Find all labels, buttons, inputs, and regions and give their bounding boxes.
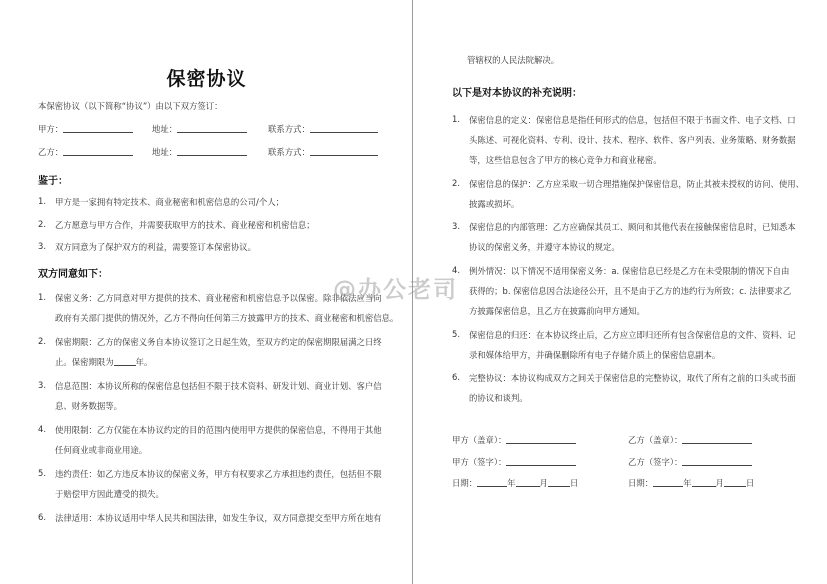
contact-b-blank bbox=[310, 146, 378, 156]
contact-b-field bbox=[268, 146, 378, 158]
clause-line bbox=[55, 352, 382, 372]
day-blank bbox=[724, 477, 746, 487]
item-line: 披露或损坏。 bbox=[469, 199, 520, 209]
continuation-text: 管辖权的人民法院解决。 bbox=[467, 55, 560, 65]
address-b-label: 地址： bbox=[152, 147, 178, 157]
intro-text: 本保密协议（以下简称“协议”）由以下双方签订： bbox=[38, 101, 223, 111]
item-number: 2. bbox=[452, 178, 460, 188]
item-line: 完整协议：本协议构成双方之间关于保密信息的完整协议，取代了所有之前的口头或书面 bbox=[469, 373, 796, 383]
item-line: 录和媒体给甲方，并确保删除所有电子存储介质上的保密信息副本。 bbox=[469, 350, 721, 360]
item-line: 等，这些信息包含了甲方的核心竞争力和商业秘密。 bbox=[469, 155, 662, 165]
party-b-seal-field bbox=[628, 434, 752, 446]
date-b-field bbox=[628, 477, 754, 489]
address-a-field bbox=[152, 123, 247, 135]
month-label: 月 bbox=[539, 478, 548, 488]
party-b-label: 乙方： bbox=[38, 147, 64, 157]
item-line: 保密信息的归还：在本协议终止后，乙方应立即归还所有包含保密信息的文件、资料、记 bbox=[469, 330, 796, 340]
item-line: 协议的保密义务，并遵守本协议的规定。 bbox=[469, 242, 620, 252]
year-label: 年 bbox=[507, 478, 516, 488]
party-b-sign-field bbox=[628, 456, 752, 468]
party-a-seal-label: 甲方（盖章）： bbox=[452, 435, 507, 445]
day-label: 日 bbox=[745, 478, 755, 488]
party-a-blank bbox=[63, 123, 133, 133]
party-b-seal-blank bbox=[682, 434, 752, 444]
whereas-heading: 鉴于： bbox=[38, 176, 68, 187]
address-a-label: 地址： bbox=[152, 124, 178, 134]
document-title: 保密协议 bbox=[166, 68, 247, 90]
contact-a-field bbox=[268, 123, 378, 135]
party-b-blank bbox=[63, 146, 133, 156]
agreement-heading: 双方同意如下： bbox=[38, 269, 108, 280]
item-line: 方披露保密信息，且乙方在披露前向甲方通知。 bbox=[469, 306, 645, 316]
item-number: 2. bbox=[38, 219, 46, 229]
clause-line: 法律适用：本协议适用中华人民共和国法律，如发生争议，双方同意提交至甲方所在地有 bbox=[55, 513, 382, 523]
party-a-sign-label: 甲方（签字）： bbox=[452, 457, 507, 467]
years-blank bbox=[114, 356, 136, 366]
clause-number: 5. bbox=[38, 468, 46, 478]
party-b-sign-blank bbox=[682, 456, 752, 466]
date-label: 日期： bbox=[452, 478, 478, 488]
item-number: 6. bbox=[452, 372, 460, 382]
clause-number: 1. bbox=[38, 292, 46, 302]
clause-number: 3. bbox=[38, 380, 46, 390]
item-number: 3. bbox=[452, 221, 460, 231]
year-blank bbox=[653, 477, 683, 487]
clause-line-part: 止。保密期限为 bbox=[55, 357, 114, 367]
party-b-seal-label: 乙方（盖章）： bbox=[628, 435, 683, 445]
month-blank bbox=[516, 477, 540, 487]
item-number: 1. bbox=[38, 196, 46, 206]
clause-line: 使用限制：乙方仅能在本协议约定的目的范围内使用甲方提供的保密信息，不得用于其他 bbox=[55, 425, 382, 435]
party-a-seal-field bbox=[452, 434, 576, 446]
item-line: 保密信息的保护：乙方应采取一切合理措施保护保密信息，防止其被未授权的访问、使用、 bbox=[469, 179, 804, 189]
day-blank bbox=[548, 477, 570, 487]
item-number: 5. bbox=[452, 329, 460, 339]
item-line: 保密信息的内部管理：乙方应确保其员工、顾问和其他代表在接触保密信息时，已知悉本 bbox=[469, 222, 796, 232]
date-a-field bbox=[452, 477, 578, 489]
party-a-seal-blank bbox=[506, 434, 576, 444]
clause-line: 任何商业或非商业用途。 bbox=[55, 445, 148, 455]
item-line: 头陈述、可视化资料、专利、设计、技术、程序、软件、客户列表、业务策略、财务数据 bbox=[469, 135, 796, 145]
party-a-sign-field bbox=[452, 456, 576, 468]
clause-line: 息、财务数据等。 bbox=[55, 401, 122, 411]
clause-line: 信息范围：本协议所称的保密信息包括但不限于技术资料、研发计划、商业计划、客户信 bbox=[55, 381, 382, 391]
clause-number: 6. bbox=[38, 512, 46, 522]
day-label: 日 bbox=[569, 478, 579, 488]
item-line: 例外情况：以下情况不适用保密义务：a. 保密信息已经是乙方在未受限制的情况下自由 bbox=[469, 266, 790, 276]
contact-b-label: 联系方式： bbox=[268, 147, 310, 157]
month-blank bbox=[692, 477, 716, 487]
clause-line: 违约责任：如乙方违反本协议的保密义务，甲方有权要求乙方承担违约责任，包括但不限 bbox=[55, 469, 382, 479]
clause-number: 4. bbox=[38, 424, 46, 434]
party-b-sign-label: 乙方（签字）： bbox=[628, 457, 683, 467]
item-text: 双方同意为了保护双方的利益，需要签订本保密协议。 bbox=[55, 242, 256, 252]
watermark: @办公老司 bbox=[333, 277, 458, 303]
year-blank bbox=[477, 477, 507, 487]
party-a-field bbox=[38, 123, 133, 135]
contact-a-label: 联系方式： bbox=[268, 124, 310, 134]
item-number: 4. bbox=[452, 265, 460, 275]
party-a-label: 甲方： bbox=[38, 124, 64, 134]
item-number: 3. bbox=[38, 241, 46, 251]
item-text: 甲方是一家拥有特定技术、商业秘密和机密信息的公司/个人； bbox=[55, 197, 284, 207]
address-a-blank bbox=[177, 123, 247, 133]
clause-number: 2. bbox=[38, 336, 46, 346]
item-text: 乙方愿意与甲方合作，并需要获取甲方的技术、商业秘密和机密信息； bbox=[55, 220, 315, 230]
contact-a-blank bbox=[310, 123, 378, 133]
clause-line-part: 年。 bbox=[135, 357, 153, 367]
month-label: 月 bbox=[715, 478, 724, 488]
address-b-field bbox=[152, 146, 247, 158]
right-page bbox=[414, 0, 827, 584]
clause-line: 于赔偿甲方因此遭受的损失。 bbox=[55, 489, 164, 499]
item-line: 保密信息的定义：保密信息是指任何形式的信息，包括但不限于书面文件、电子文档、口 bbox=[469, 115, 796, 125]
year-label: 年 bbox=[683, 478, 692, 488]
clause-line: 政府有关部门提供的情况外，乙方不得向任何第三方披露甲方的技术、商业秘密和机密信息。 bbox=[55, 313, 399, 323]
item-line: 的协议和谈判。 bbox=[469, 393, 528, 403]
date-label: 日期： bbox=[628, 478, 654, 488]
item-line: 获得的；b. 保密信息因合法途径公开，且不是由于乙方的违约行为所致；c. 法律要求乙 bbox=[469, 286, 792, 296]
party-b-field bbox=[38, 146, 133, 158]
party-a-sign-blank bbox=[506, 456, 576, 466]
clause-line: 保密义务：乙方同意对甲方提供的技术、商业秘密和机密信息予以保密。除非依法应当向 bbox=[55, 293, 382, 303]
supplement-heading: 以下是对本协议的补充说明： bbox=[452, 88, 582, 99]
address-b-blank bbox=[177, 146, 247, 156]
clause-line: 保密期限：乙方的保密义务自本协议签订之日起生效，至双方约定的保密期限届满之日终 bbox=[55, 337, 382, 347]
item-number: 1. bbox=[452, 114, 460, 124]
